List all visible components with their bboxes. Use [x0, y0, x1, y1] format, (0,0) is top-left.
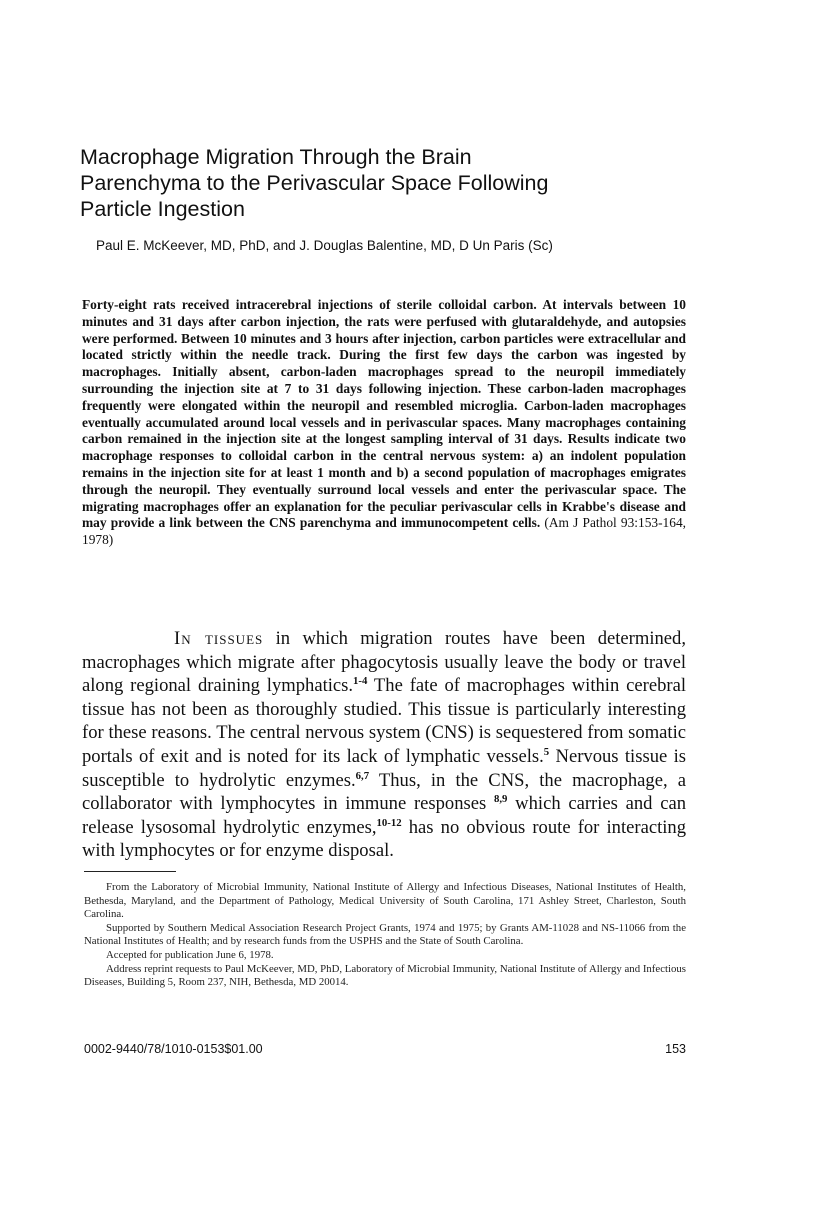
citation-ref: 5 — [543, 745, 550, 758]
footnote-support: Supported by Southern Medical Association Research Project Grants, 1974 and 1975; by Grants AM-11028 and NS-11066 from the National Institutes of Health; and by research funds from the USPHS and the State of South Carolina. — [84, 921, 686, 948]
abstract-text: Forty-eight rats received intracerebral injections of sterile colloidal carbon. At intervals between 10 minutes and 31 days after carbon injection, the rats were perfused with glutaraldehyde, and autopsies were performed. Between 10 minutes and 3 hours after injection, carbon particles were extracellular and located strictly within the needle track. During the first few days the carbon was ingested by macrophages. Initially absent, carbon-laden macrophages spread to the neuropil immediately surrounding the injection site at 7 to 31 days following injection. These carbon-laden macrophages frequently were elongated within the neuropil and resembled microglia. Carbon-laden macrophages eventually accumulated around local vessels and in perivascular spaces. Many macrophages containing carbon remained in the injection site at the longest sampling interval of 31 days. Results indicate two macrophage responses to colloidal carbon in the central nervous system: a) an indolent population remains in the injection site for at least 1 month and b) a second population of macrophages emigrates through the neuropil. They eventually surround local vessels and enter the perivascular space. The migrating macrophages offer an explanation for the peculiar perivascular cells in Krabbe's disease and may provide a link between the CNS parenchyma and immunocompetent cells. — [82, 297, 686, 531]
body-sentence: Nervous tissue is susceptible to hydrolytic enzymes. — [82, 745, 686, 791]
footnote-accepted: Accepted for publication June 6, 1978. — [106, 948, 274, 961]
footnote-affiliation: From the Laboratory of Microbial Immunity, National Institute of Allergy and Infectious Diseases, National Institutes of Health, Bethesda, Maryland, and the Department of Pathology, Medical University of South Carolina, 171 Ashley Street, Charleston, South Carolina. — [84, 881, 686, 921]
footnote-divider — [84, 871, 176, 872]
body-sentence: in which migration routes have been determined, macrophages which migrate after phagocytosis usually leave the body or travel along regional draining lymphatics. — [82, 628, 686, 697]
body-paragraph — [82, 627, 686, 863]
citation-ref: 1-4 — [353, 675, 368, 687]
body-sentence: which carries and can release lysosomal hydrolytic enzymes, — [82, 793, 686, 838]
title-line-1: Macrophage Migration Through the Brain — [80, 145, 472, 169]
abstract-citation: (Am J Pathol 93:153-164, 1978) — [82, 515, 686, 548]
page-footer — [84, 1042, 686, 1056]
page-number: 153 — [665, 1042, 686, 1056]
body-sentence: The fate of macrophages within cerebral tissue has not been as thoroughly studied. This tissue is particularly interesting for these reasons. The central nervous system (CNS) is sequestered from somatic portals of exit and is noted for its lack of lymphatic vessels. — [82, 675, 686, 767]
citation-ref: 10-12 — [376, 816, 402, 829]
body-sentence: Thus, in the CNS, the macrophage, a collaborator with lymphocytes in immune responses — [82, 769, 687, 815]
body-lead-in: In tissues — [174, 628, 264, 649]
title-line-3: Particle Ingestion — [80, 197, 245, 221]
abstract — [82, 297, 686, 549]
author-line: Paul E. McKeever, MD, PhD, and J. Douglas Balentine, MD, D Un Paris (Sc) — [96, 238, 553, 253]
citation-ref: 6,7 — [355, 769, 370, 782]
title-line-2: Parenchyma to the Perivascular Space Following — [80, 171, 549, 195]
article-code: 0002-9440/78/1010-0153$01.00 — [84, 1042, 263, 1056]
footnotes — [84, 881, 686, 990]
footnote-reprint: Address reprint requests to Paul McKeever, MD, PhD, Laboratory of Microbial Immunity, National Institute of Allergy and Infectious Diseases, Building 5, Room 237, NIH, Bethesda, MD 20014. — [84, 962, 686, 989]
body-sentence: has no obvious route for interacting with lymphocytes or for enzyme disposal. — [82, 816, 686, 862]
citation-ref: 8,9 — [493, 792, 508, 805]
article-title — [80, 144, 720, 222]
